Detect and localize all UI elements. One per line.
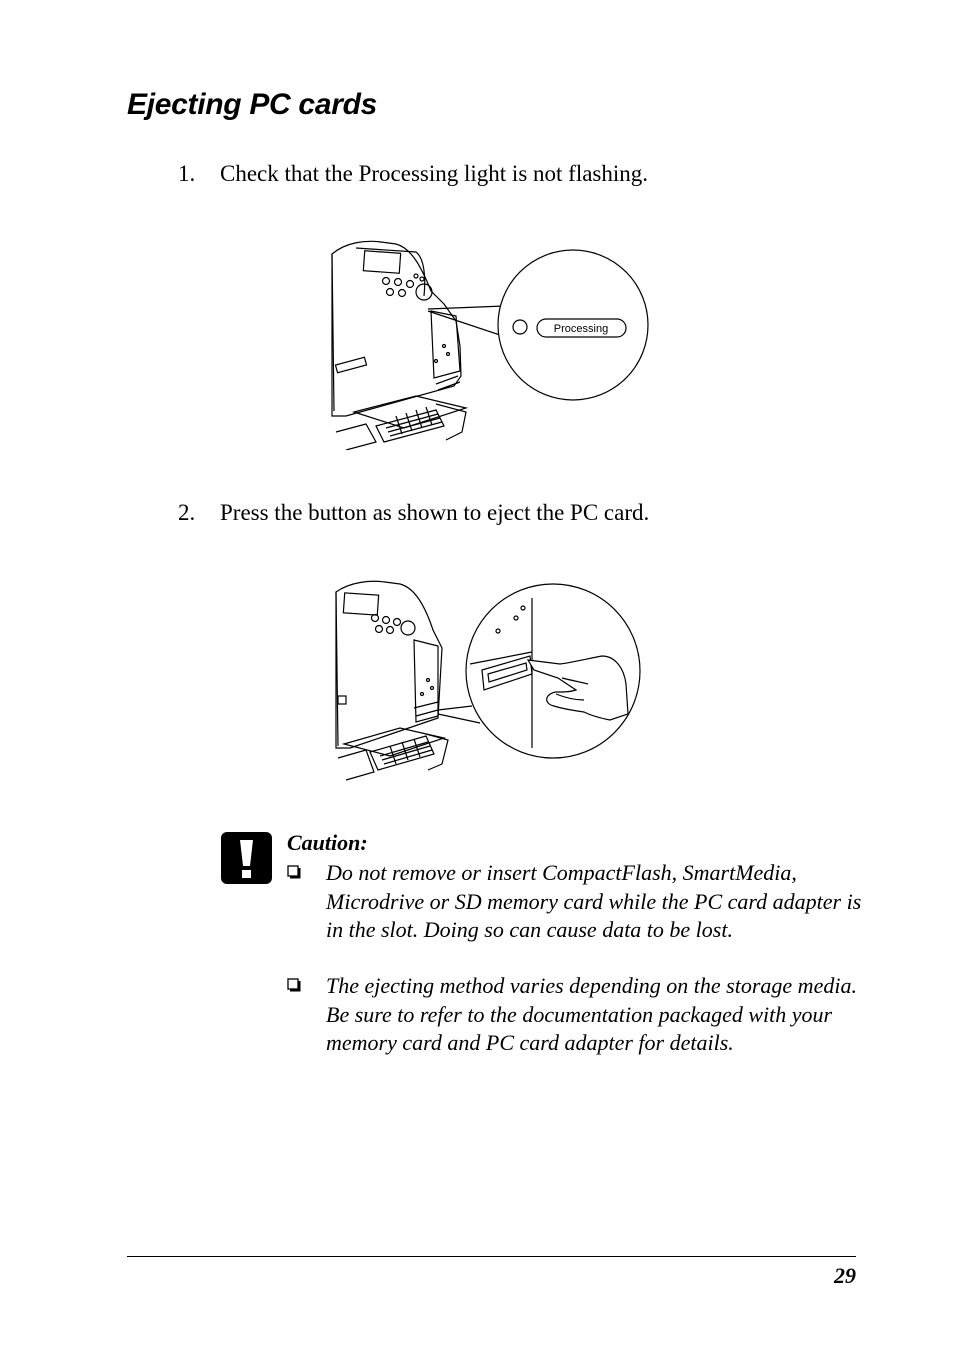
checkbox-bullet-icon bbox=[287, 978, 301, 992]
step-text: Press the button as shown to eject the PC card. bbox=[220, 500, 650, 525]
step-number: 2. bbox=[178, 500, 196, 525]
footer-rule bbox=[127, 1256, 856, 1257]
step-number: 1. bbox=[178, 161, 196, 186]
caution-bullet-text: Do not remove or insert CompactFlash, SmartMedia, Microdrive or SD memory card while the PC card adapter is in the slot. Doing so can cause data to be lost. bbox=[326, 860, 862, 942]
section-heading: Ejecting PC cards bbox=[127, 88, 377, 121]
checkbox-bullet-icon bbox=[287, 865, 301, 879]
eject-button-illustration bbox=[330, 578, 644, 788]
step-text: Check that the Processing light is not flashing. bbox=[220, 161, 649, 186]
caution-title: Caution: bbox=[287, 830, 368, 855]
caution-icon bbox=[221, 832, 272, 884]
caution-bullet-text: The ejecting method varies depending on the storage media. Be sure to refer to the documentation packaged with your memory card and PC card adapter for details. bbox=[326, 973, 857, 1055]
printer-processing-light-illustration bbox=[326, 236, 656, 450]
processing-label: Processing bbox=[553, 323, 609, 335]
page-number: 29 bbox=[834, 1263, 856, 1288]
step-1 bbox=[178, 160, 648, 188]
step-2 bbox=[178, 499, 649, 527]
